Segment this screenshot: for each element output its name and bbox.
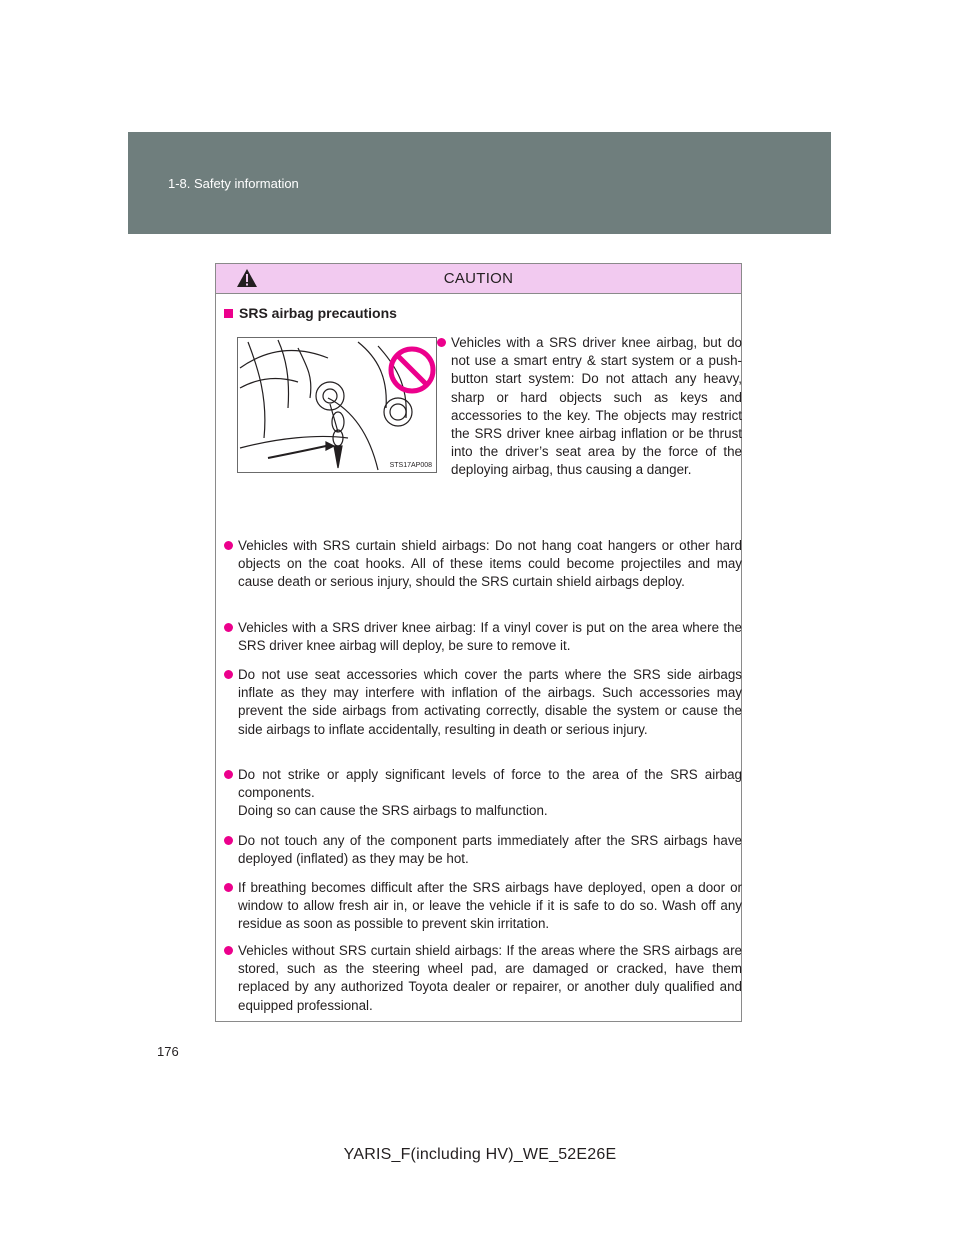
list-item-text: Do not strike or apply significant levels of force to the area of the SRS airbag components. — [238, 767, 742, 801]
key-illustration — [237, 337, 437, 473]
illustration-code: STS17AP008 — [389, 462, 432, 469]
caution-title: CAUTION — [443, 270, 514, 287]
page-number: 176 — [157, 1044, 179, 1059]
bullet-dot-icon — [224, 623, 233, 632]
list-item-text-2: Doing so can cause the SRS airbags to malfunction. — [238, 803, 548, 819]
bullet-dot-icon — [224, 836, 233, 845]
document-code: YARIS_F(including HV)_WE_52E26E — [343, 1146, 617, 1163]
list-item — [224, 832, 742, 868]
bullet-dot-icon — [224, 541, 233, 550]
bullet-dot-icon — [224, 883, 233, 892]
bullet-dot-icon — [224, 946, 233, 955]
list-item — [224, 879, 742, 934]
header-band — [128, 132, 831, 234]
section-heading — [224, 305, 397, 321]
section-title: 1-8. Safety information — [168, 176, 299, 191]
list-item-text: Vehicles without SRS curtain shield airbags: If the areas where the SRS airbags are stored, such as the steering wheel pad, are damaged or cracked, have them replaced by any authorized Toyota dealer or repairer, or another duly qualified and equipped professional. — [238, 943, 742, 1013]
caution-box — [215, 263, 742, 1022]
list-item-text: Vehicles with SRS curtain shield airbags: Do not hang coat hangers or other hard objects on the coat hooks. All of these items could become projectiles and may cause death or serious injury, should the SRS curtain shield airbags deploy. — [238, 538, 742, 590]
list-item-text: Do not touch any of the component parts immediately after the SRS airbags have deployed (inflated) as they may be hot. — [238, 833, 742, 867]
knee-airbag-key-diagram — [238, 338, 436, 472]
caution-header — [216, 264, 741, 294]
section-heading-text: SRS airbag precautions — [239, 305, 397, 321]
warning-triangle-icon — [236, 268, 258, 288]
list-item — [224, 537, 742, 592]
bullet-dot-icon — [224, 770, 233, 779]
list-item-text: If breathing becomes difficult after the SRS airbags have deployed, open a door or window to allow fresh air in, or leave the vehicle if it is safe to do so. Wash off any residue as soon as possible to prevent skin irritation. — [238, 880, 742, 932]
list-item-text: Vehicles with a SRS driver knee airbag: If a vinyl cover is put on the area where the SRS driver knee airbag will deploy, be sure to remove it. — [238, 620, 742, 654]
list-item — [437, 334, 742, 480]
no-symbol-icon — [391, 349, 433, 391]
list-item — [224, 766, 742, 821]
list-item — [224, 666, 742, 739]
list-item — [224, 942, 742, 1015]
list-item — [224, 619, 742, 655]
bullet-dot-icon — [224, 670, 233, 679]
list-item-text: Do not use seat accessories which cover the parts where the SRS side airbags inflate as they may interfere with inflation of the airbags. Such accessories may prevent the side airbags from activating correctly, disable the system or cause the side airbags to inflate accidentally, resulting in death or serious injury. — [238, 667, 742, 737]
square-bullet-icon — [224, 309, 233, 318]
bullet-dot-icon — [437, 338, 446, 347]
list-item-text: Vehicles with a SRS driver knee airbag, but do not use a smart entry & start system or a push-button start system: Do not attach any heavy, sharp or hard objects such as keys and accessories to the key. The objects may restrict the SRS driver knee airbag inflation or be thrust into the driver’s seat area by the force of the deploying airbag, thus causing a danger. — [451, 335, 742, 478]
